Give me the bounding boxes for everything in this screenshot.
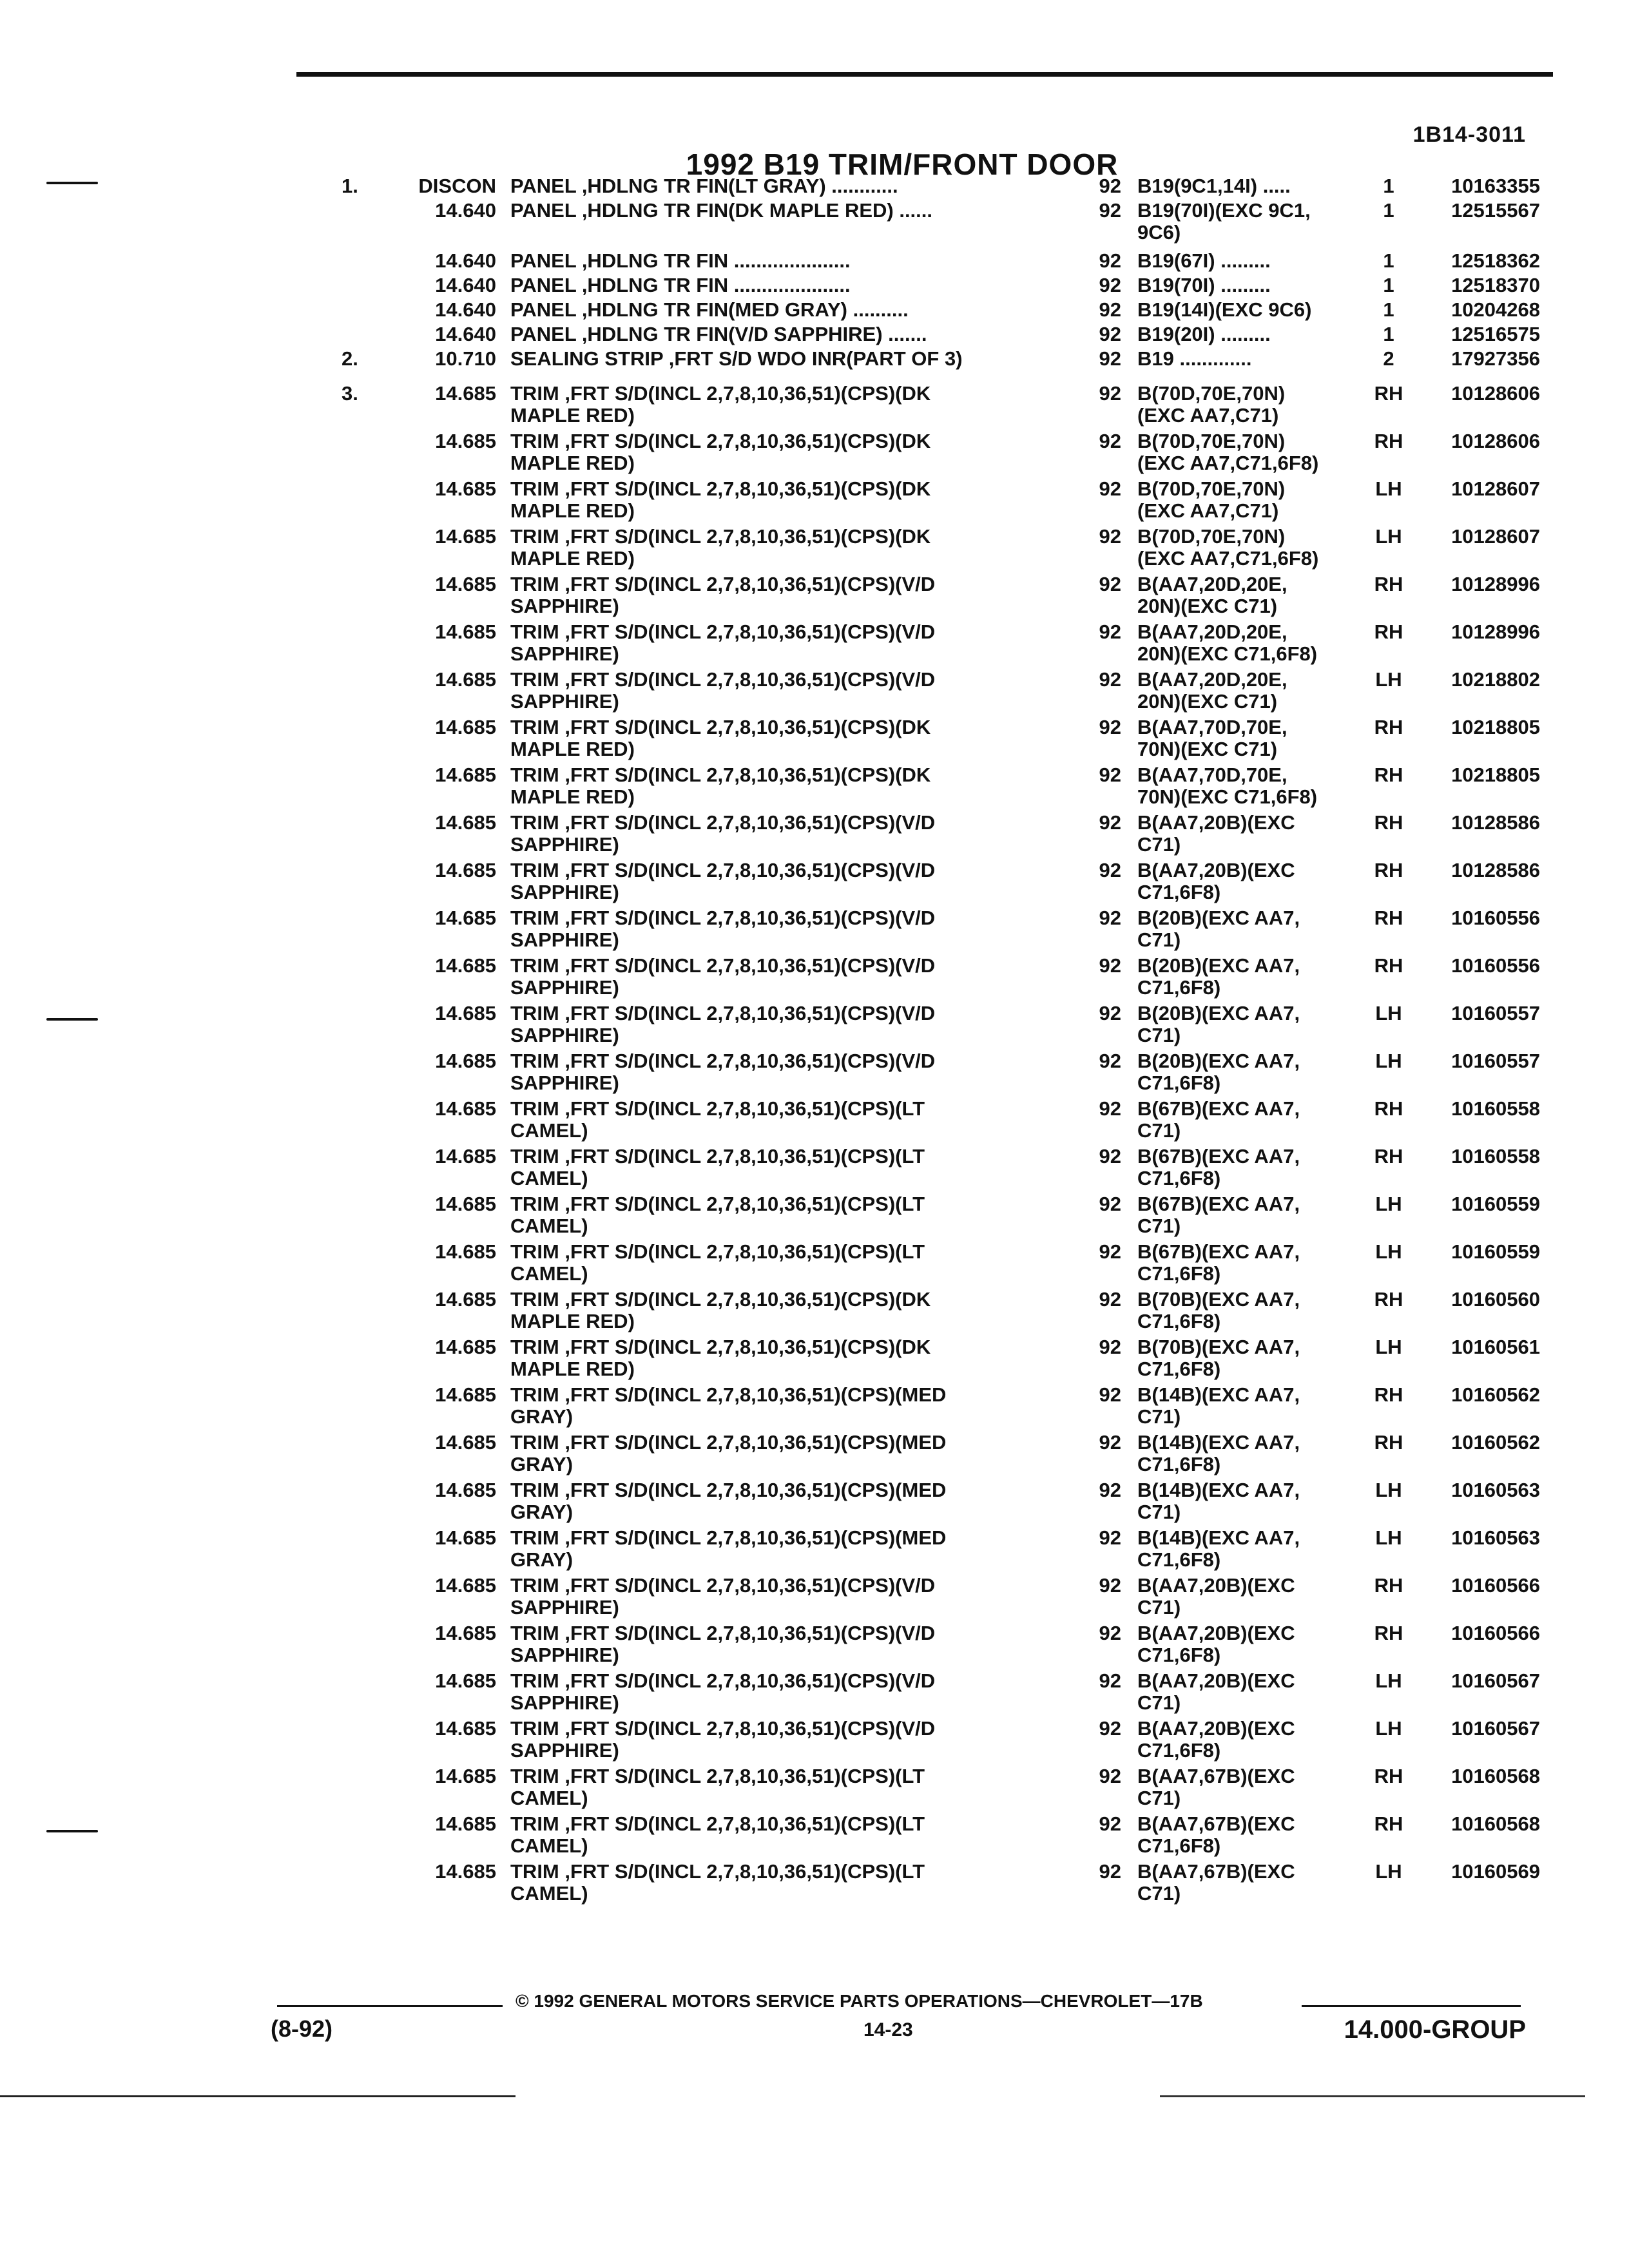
part-number: 10160560 — [1451, 1288, 1540, 1311]
model-year: 92 — [1099, 199, 1121, 222]
table-row — [0, 1813, 1629, 1858]
model-year: 92 — [1099, 323, 1121, 345]
part-number: 10128606 — [1451, 382, 1540, 405]
model-year: 92 — [1099, 249, 1121, 272]
part-number: 10128586 — [1451, 811, 1540, 834]
part-number: 10160561 — [1451, 1336, 1540, 1358]
section-code: 14.685 — [435, 430, 496, 452]
table-row — [0, 1098, 1629, 1143]
table-row — [0, 573, 1629, 619]
table-row — [0, 430, 1629, 476]
quantity: 1 — [1383, 199, 1394, 222]
model-year: 92 — [1099, 298, 1121, 321]
revision-date: (8-92) — [271, 2015, 333, 2042]
document-code: 1B14-3011 — [1412, 122, 1526, 147]
section-code: 14.685 — [435, 1812, 496, 1835]
model-year: 92 — [1099, 525, 1121, 548]
model-year: 92 — [1099, 1193, 1121, 1215]
section-code: 14.640 — [435, 298, 496, 321]
part-number: 10163355 — [1451, 175, 1540, 197]
quantity: LH — [1375, 1717, 1402, 1740]
table-row — [0, 1146, 1629, 1191]
part-description: PANEL ,HDLNG TR FIN ..................... — [510, 249, 851, 272]
table-row — [0, 1336, 1629, 1381]
application: B(20B)(EXC AA7, C71,6F8) — [1137, 954, 1300, 999]
section-code: 14.685 — [435, 1574, 496, 1597]
application: B(14B)(EXC AA7, C71,6F8) — [1137, 1431, 1300, 1475]
model-year: 92 — [1099, 1431, 1121, 1454]
section-code: 14.685 — [435, 668, 496, 691]
application: B(14B)(EXC AA7, C71) — [1137, 1479, 1300, 1523]
part-number: 17927356 — [1451, 347, 1540, 370]
part-number: 10160559 — [1451, 1240, 1540, 1263]
part-description: TRIM ,FRT S/D(INCL 2,7,8,10,36,51)(CPS)(DK MAPLE RED) — [510, 1336, 931, 1380]
section-code: 14.640 — [435, 199, 496, 222]
part-description: TRIM ,FRT S/D(INCL 2,7,8,10,36,51)(CPS)(V/D SAPPHIRE) — [510, 668, 936, 713]
model-year: 92 — [1099, 1050, 1121, 1072]
model-year: 92 — [1099, 620, 1121, 643]
application: B(AA7,20D,20E, 20N)(EXC C71) — [1137, 668, 1287, 713]
part-number: 10160569 — [1451, 1860, 1540, 1883]
part-number: 10160562 — [1451, 1383, 1540, 1406]
part-description: TRIM ,FRT S/D(INCL 2,7,8,10,36,51)(CPS)(V/D SAPPHIRE) — [510, 954, 936, 999]
model-year: 92 — [1099, 573, 1121, 595]
part-description: TRIM ,FRT S/D(INCL 2,7,8,10,36,51)(CPS)(V/D SAPPHIRE) — [510, 573, 936, 617]
model-year: 92 — [1099, 954, 1121, 977]
application: B(AA7,20B)(EXC C71,6F8) — [1137, 859, 1295, 903]
table-row — [0, 1527, 1629, 1572]
model-year: 92 — [1099, 347, 1121, 370]
section-code: 14.685 — [435, 1622, 496, 1644]
part-description: TRIM ,FRT S/D(INCL 2,7,8,10,36,51)(CPS)(LT CAMEL) — [510, 1812, 925, 1857]
model-year: 92 — [1099, 907, 1121, 929]
table-row — [0, 1003, 1629, 1048]
part-number: 10160563 — [1451, 1526, 1540, 1549]
part-description: TRIM ,FRT S/D(INCL 2,7,8,10,36,51)(CPS)(V/D SAPPHIRE) — [510, 1574, 936, 1619]
model-year: 92 — [1099, 716, 1121, 738]
part-description: TRIM ,FRT S/D(INCL 2,7,8,10,36,51)(CPS)(V/D SAPPHIRE) — [510, 1050, 936, 1094]
section-code: 14.685 — [435, 477, 496, 500]
quantity: LH — [1375, 1860, 1402, 1883]
part-description: TRIM ,FRT S/D(INCL 2,7,8,10,36,51)(CPS)(V/D SAPPHIRE) — [510, 1717, 936, 1762]
part-description: TRIM ,FRT S/D(INCL 2,7,8,10,36,51)(CPS)(V/D SAPPHIRE) — [510, 859, 936, 903]
application: B(AA7,20D,20E, 20N)(EXC C71,6F8) — [1137, 620, 1318, 665]
model-year: 92 — [1099, 1765, 1121, 1787]
application: B(70D,70E,70N) (EXC AA7,C71) — [1137, 477, 1286, 522]
part-description: TRIM ,FRT S/D(INCL 2,7,8,10,36,51)(CPS)(LT CAMEL) — [510, 1193, 925, 1237]
part-description: TRIM ,FRT S/D(INCL 2,7,8,10,36,51)(CPS)(MED GRAY) — [510, 1431, 947, 1475]
table-row — [0, 1575, 1629, 1620]
quantity: LH — [1375, 477, 1402, 500]
table-row — [0, 1050, 1629, 1095]
part-number: 10160566 — [1451, 1574, 1540, 1597]
bottom-rule — [0, 2095, 516, 2097]
section-code: 14.640 — [435, 249, 496, 272]
part-description: TRIM ,FRT S/D(INCL 2,7,8,10,36,51)(CPS)(LT CAMEL) — [510, 1097, 925, 1142]
table-row — [0, 526, 1629, 571]
quantity: 1 — [1383, 175, 1394, 197]
part-number: 10218802 — [1451, 668, 1540, 691]
quantity: 2 — [1383, 347, 1394, 370]
part-number: 10204268 — [1451, 298, 1540, 321]
section-code: 14.685 — [435, 1240, 496, 1263]
application: B(14B)(EXC AA7, C71) — [1137, 1383, 1300, 1428]
part-number: 10160557 — [1451, 1002, 1540, 1024]
section-code: 14.685 — [435, 1765, 496, 1787]
part-number: 10128996 — [1451, 573, 1540, 595]
application: B19(70I)(EXC 9C1, 9C6) — [1137, 199, 1311, 244]
table-row — [0, 1765, 1629, 1811]
quantity: RH — [1374, 1288, 1403, 1311]
part-description: TRIM ,FRT S/D(INCL 2,7,8,10,36,51)(CPS)(MED GRAY) — [510, 1383, 947, 1428]
section-code: 14.685 — [435, 1669, 496, 1692]
model-year: 92 — [1099, 1288, 1121, 1311]
part-number: 10218805 — [1451, 764, 1540, 786]
section-code: 14.685 — [435, 1288, 496, 1311]
part-number: 10160562 — [1451, 1431, 1540, 1454]
copyright-notice: © 1992 GENERAL MOTORS SERVICE PARTS OPERATIONS—CHEVROLET—17B — [516, 1991, 1203, 2011]
application: B(AA7,70D,70E, 70N)(EXC C71) — [1137, 716, 1287, 760]
footer-rule-right — [1302, 2005, 1521, 2007]
section-code: 14.685 — [435, 716, 496, 738]
model-year: 92 — [1099, 1622, 1121, 1644]
part-number: 10160556 — [1451, 907, 1540, 929]
part-number: 10218805 — [1451, 716, 1540, 738]
part-description: TRIM ,FRT S/D(INCL 2,7,8,10,36,51)(CPS)(DK MAPLE RED) — [510, 525, 931, 570]
table-row — [0, 1718, 1629, 1763]
part-description: TRIM ,FRT S/D(INCL 2,7,8,10,36,51)(CPS)(DK MAPLE RED) — [510, 716, 931, 760]
quantity: RH — [1374, 1574, 1403, 1597]
table-row — [0, 1622, 1629, 1667]
part-description: TRIM ,FRT S/D(INCL 2,7,8,10,36,51)(CPS)(LT CAMEL) — [510, 1860, 925, 1905]
quantity: RH — [1374, 620, 1403, 643]
bottom-rule — [1160, 2095, 1585, 2097]
section-code: 14.685 — [435, 764, 496, 786]
table-row — [0, 1384, 1629, 1429]
application: B(AA7,20B)(EXC C71) — [1137, 1574, 1295, 1619]
model-year: 92 — [1099, 1383, 1121, 1406]
part-number: 10160567 — [1451, 1717, 1540, 1740]
model-year: 92 — [1099, 477, 1121, 500]
section-code: 14.685 — [435, 1050, 496, 1072]
part-number: 10128606 — [1451, 430, 1540, 452]
table-row — [0, 812, 1629, 857]
table-row — [0, 621, 1629, 666]
section-code: 14.685 — [435, 1717, 496, 1740]
application: B(20B)(EXC AA7, C71) — [1137, 907, 1300, 951]
model-year: 92 — [1099, 811, 1121, 834]
application: B19(70I) ......... — [1137, 274, 1271, 296]
part-number: 10160568 — [1451, 1812, 1540, 1835]
part-number: 10128586 — [1451, 859, 1540, 881]
application: B(70D,70E,70N) (EXC AA7,C71,6F8) — [1137, 430, 1319, 474]
part-description: TRIM ,FRT S/D(INCL 2,7,8,10,36,51)(CPS)(V/D SAPPHIRE) — [510, 1002, 936, 1046]
model-year: 92 — [1099, 764, 1121, 786]
application: B(20B)(EXC AA7, C71,6F8) — [1137, 1050, 1300, 1094]
part-description: TRIM ,FRT S/D(INCL 2,7,8,10,36,51)(CPS)(MED GRAY) — [510, 1479, 947, 1523]
model-year: 92 — [1099, 1812, 1121, 1835]
section-code: 14.685 — [435, 1145, 496, 1168]
quantity: LH — [1375, 525, 1402, 548]
section-code: 14.685 — [435, 954, 496, 977]
quantity: RH — [1374, 573, 1403, 595]
quantity: RH — [1374, 1765, 1403, 1787]
part-description: TRIM ,FRT S/D(INCL 2,7,8,10,36,51)(CPS)(LT CAMEL) — [510, 1240, 925, 1285]
table-row — [0, 907, 1629, 952]
application: B19(14I)(EXC 9C6) — [1137, 298, 1312, 321]
application: B(AA7,20B)(EXC C71,6F8) — [1137, 1717, 1295, 1762]
part-number: 10160558 — [1451, 1145, 1540, 1168]
section-code: 14.685 — [435, 811, 496, 834]
part-description: PANEL ,HDLNG TR FIN(DK MAPLE RED) ...... — [510, 199, 933, 222]
group-label: 14.000-GROUP — [1344, 2015, 1526, 2044]
quantity: LH — [1375, 1240, 1402, 1263]
part-description: PANEL ,HDLNG TR FIN(MED GRAY) .......... — [510, 298, 909, 321]
table-row — [0, 478, 1629, 523]
part-description: TRIM ,FRT S/D(INCL 2,7,8,10,36,51)(CPS)(DK MAPLE RED) — [510, 764, 931, 808]
item-number: 3. — [342, 382, 358, 405]
part-number: 12518362 — [1451, 249, 1540, 272]
quantity: RH — [1374, 1383, 1403, 1406]
table-row — [0, 669, 1629, 714]
part-description: TRIM ,FRT S/D(INCL 2,7,8,10,36,51)(CPS)(V/D SAPPHIRE) — [510, 620, 936, 665]
model-year: 92 — [1099, 1717, 1121, 1740]
application: B19(67I) ......... — [1137, 249, 1271, 272]
quantity: 1 — [1383, 249, 1394, 272]
part-description: TRIM ,FRT S/D(INCL 2,7,8,10,36,51)(CPS)(V/D SAPPHIRE) — [510, 1669, 936, 1714]
application: B(14B)(EXC AA7, C71,6F8) — [1137, 1526, 1300, 1571]
model-year: 92 — [1099, 1669, 1121, 1692]
section-code: 14.685 — [435, 525, 496, 548]
page-number: 14-23 — [863, 2019, 913, 2041]
application: B(AA7,20B)(EXC C71) — [1137, 1669, 1295, 1714]
section-code: DISCON — [418, 175, 496, 197]
application: B(67B)(EXC AA7, C71,6F8) — [1137, 1145, 1300, 1189]
model-year: 92 — [1099, 1574, 1121, 1597]
section-code: 14.685 — [435, 1431, 496, 1454]
application: B(AA7,67B)(EXC C71) — [1137, 1765, 1295, 1809]
application: B19 ............. — [1137, 347, 1252, 370]
model-year: 92 — [1099, 430, 1121, 452]
quantity: RH — [1374, 811, 1403, 834]
model-year: 92 — [1099, 1002, 1121, 1024]
model-year: 92 — [1099, 668, 1121, 691]
section-code: 14.640 — [435, 274, 496, 296]
section-code: 14.685 — [435, 382, 496, 405]
quantity: RH — [1374, 382, 1403, 405]
item-number: 2. — [342, 347, 358, 370]
section-code: 14.685 — [435, 1193, 496, 1215]
model-year: 92 — [1099, 175, 1121, 197]
quantity: RH — [1374, 859, 1403, 881]
part-description: TRIM ,FRT S/D(INCL 2,7,8,10,36,51)(CPS)(LT CAMEL) — [510, 1145, 925, 1189]
quantity: LH — [1375, 1193, 1402, 1215]
section-code: 14.685 — [435, 1526, 496, 1549]
section-code: 14.685 — [435, 1860, 496, 1883]
application: B(AA7,70D,70E, 70N)(EXC C71,6F8) — [1137, 764, 1318, 808]
part-description: TRIM ,FRT S/D(INCL 2,7,8,10,36,51)(CPS)(DK MAPLE RED) — [510, 477, 931, 522]
part-description: SEALING STRIP ,FRT S/D WDO INR(PART OF 3) — [510, 347, 963, 370]
section-code: 14.685 — [435, 907, 496, 929]
part-number: 10160563 — [1451, 1479, 1540, 1501]
table-row — [0, 1861, 1629, 1906]
application: B(67B)(EXC AA7, C71) — [1137, 1097, 1300, 1142]
part-description: TRIM ,FRT S/D(INCL 2,7,8,10,36,51)(CPS)(DK MAPLE RED) — [510, 382, 931, 427]
model-year: 92 — [1099, 1336, 1121, 1358]
table-row — [0, 200, 1629, 245]
part-number: 10160566 — [1451, 1622, 1540, 1644]
part-number: 12518370 — [1451, 274, 1540, 296]
part-number: 12515567 — [1451, 199, 1540, 222]
application: B(70B)(EXC AA7, C71,6F8) — [1137, 1336, 1300, 1380]
quantity: 1 — [1383, 323, 1394, 345]
model-year: 92 — [1099, 1097, 1121, 1120]
section-code: 10.710 — [435, 347, 496, 370]
quantity: LH — [1375, 1050, 1402, 1072]
table-row — [0, 1241, 1629, 1286]
part-description: TRIM ,FRT S/D(INCL 2,7,8,10,36,51)(CPS)(V/D SAPPHIRE) — [510, 811, 936, 856]
item-number: 1. — [342, 175, 358, 197]
table-row — [0, 860, 1629, 905]
part-number: 10160556 — [1451, 954, 1540, 977]
quantity: RH — [1374, 430, 1403, 452]
section-code: 14.640 — [435, 323, 496, 345]
part-description: PANEL ,HDLNG TR FIN(V/D SAPPHIRE) ....... — [510, 323, 927, 345]
application: B(67B)(EXC AA7, C71) — [1137, 1193, 1300, 1237]
part-number: 12516575 — [1451, 323, 1540, 345]
quantity: LH — [1375, 1669, 1402, 1692]
part-description: TRIM ,FRT S/D(INCL 2,7,8,10,36,51)(CPS)(V/D SAPPHIRE) — [510, 907, 936, 951]
part-number: 10160557 — [1451, 1050, 1540, 1072]
quantity: RH — [1374, 1812, 1403, 1835]
application: B(AA7,20B)(EXC C71,6F8) — [1137, 1622, 1295, 1666]
application: B(AA7,20D,20E, 20N)(EXC C71) — [1137, 573, 1287, 617]
table-row — [0, 955, 1629, 1000]
section-code: 14.685 — [435, 859, 496, 881]
part-description: TRIM ,FRT S/D(INCL 2,7,8,10,36,51)(CPS)(LT CAMEL) — [510, 1765, 925, 1809]
part-number: 10160568 — [1451, 1765, 1540, 1787]
model-year: 92 — [1099, 859, 1121, 881]
application: B19(9C1,14I) ..... — [1137, 175, 1291, 197]
quantity: RH — [1374, 907, 1403, 929]
section-code: 14.685 — [435, 1479, 496, 1501]
section-code: 14.685 — [435, 620, 496, 643]
model-year: 92 — [1099, 382, 1121, 405]
part-number: 10160559 — [1451, 1193, 1540, 1215]
quantity: RH — [1374, 1431, 1403, 1454]
application: B19(20I) ......... — [1137, 323, 1271, 345]
section-code: 14.685 — [435, 1383, 496, 1406]
part-number: 10160567 — [1451, 1669, 1540, 1692]
quantity: RH — [1374, 1097, 1403, 1120]
quantity: RH — [1374, 764, 1403, 786]
part-description: TRIM ,FRT S/D(INCL 2,7,8,10,36,51)(CPS)(DK MAPLE RED) — [510, 430, 931, 474]
section-code: 14.685 — [435, 1097, 496, 1120]
model-year: 92 — [1099, 1526, 1121, 1549]
table-row — [0, 383, 1629, 428]
application: B(70D,70E,70N) (EXC AA7,C71,6F8) — [1137, 525, 1319, 570]
top-rule — [296, 72, 1553, 77]
part-number: 10160558 — [1451, 1097, 1540, 1120]
application: B(67B)(EXC AA7, C71,6F8) — [1137, 1240, 1300, 1285]
quantity: RH — [1374, 1145, 1403, 1168]
page-title: 1992 B19 TRIM/FRONT DOOR — [686, 148, 1119, 181]
application: B(AA7,67B)(EXC C71,6F8) — [1137, 1812, 1295, 1857]
model-year: 92 — [1099, 274, 1121, 296]
quantity: RH — [1374, 954, 1403, 977]
quantity: LH — [1375, 1526, 1402, 1549]
quantity: LH — [1375, 668, 1402, 691]
application: B(AA7,20B)(EXC C71) — [1137, 811, 1295, 856]
part-description: PANEL ,HDLNG TR FIN ..................... — [510, 274, 851, 296]
table-row — [0, 1479, 1629, 1524]
model-year: 92 — [1099, 1860, 1121, 1883]
section-code: 14.685 — [435, 1002, 496, 1024]
table-row — [0, 1670, 1629, 1715]
part-description: PANEL ,HDLNG TR FIN(LT GRAY) ............ — [510, 175, 898, 197]
model-year: 92 — [1099, 1145, 1121, 1168]
quantity: RH — [1374, 716, 1403, 738]
footer-rule-left — [277, 2005, 503, 2007]
application: B(20B)(EXC AA7, C71) — [1137, 1002, 1300, 1046]
quantity: RH — [1374, 1622, 1403, 1644]
application: B(70D,70E,70N) (EXC AA7,C71) — [1137, 382, 1286, 427]
quantity: LH — [1375, 1479, 1402, 1501]
table-row — [0, 1432, 1629, 1477]
part-description: TRIM ,FRT S/D(INCL 2,7,8,10,36,51)(CPS)(DK MAPLE RED) — [510, 1288, 931, 1332]
table-row — [0, 764, 1629, 809]
model-year: 92 — [1099, 1240, 1121, 1263]
model-year: 92 — [1099, 1479, 1121, 1501]
part-description: TRIM ,FRT S/D(INCL 2,7,8,10,36,51)(CPS)(V/D SAPPHIRE) — [510, 1622, 936, 1666]
part-description: TRIM ,FRT S/D(INCL 2,7,8,10,36,51)(CPS)(MED GRAY) — [510, 1526, 947, 1571]
part-number: 10128607 — [1451, 525, 1540, 548]
part-number: 10128996 — [1451, 620, 1540, 643]
quantity: LH — [1375, 1336, 1402, 1358]
application: B(AA7,67B)(EXC C71) — [1137, 1860, 1295, 1905]
section-code: 14.685 — [435, 1336, 496, 1358]
table-row — [0, 716, 1629, 762]
quantity: 1 — [1383, 274, 1394, 296]
part-number: 10128607 — [1451, 477, 1540, 500]
application: B(70B)(EXC AA7, C71,6F8) — [1137, 1288, 1300, 1332]
quantity: LH — [1375, 1002, 1402, 1024]
table-row — [0, 1289, 1629, 1334]
section-code: 14.685 — [435, 573, 496, 595]
table-row — [0, 1193, 1629, 1238]
quantity: 1 — [1383, 298, 1394, 321]
